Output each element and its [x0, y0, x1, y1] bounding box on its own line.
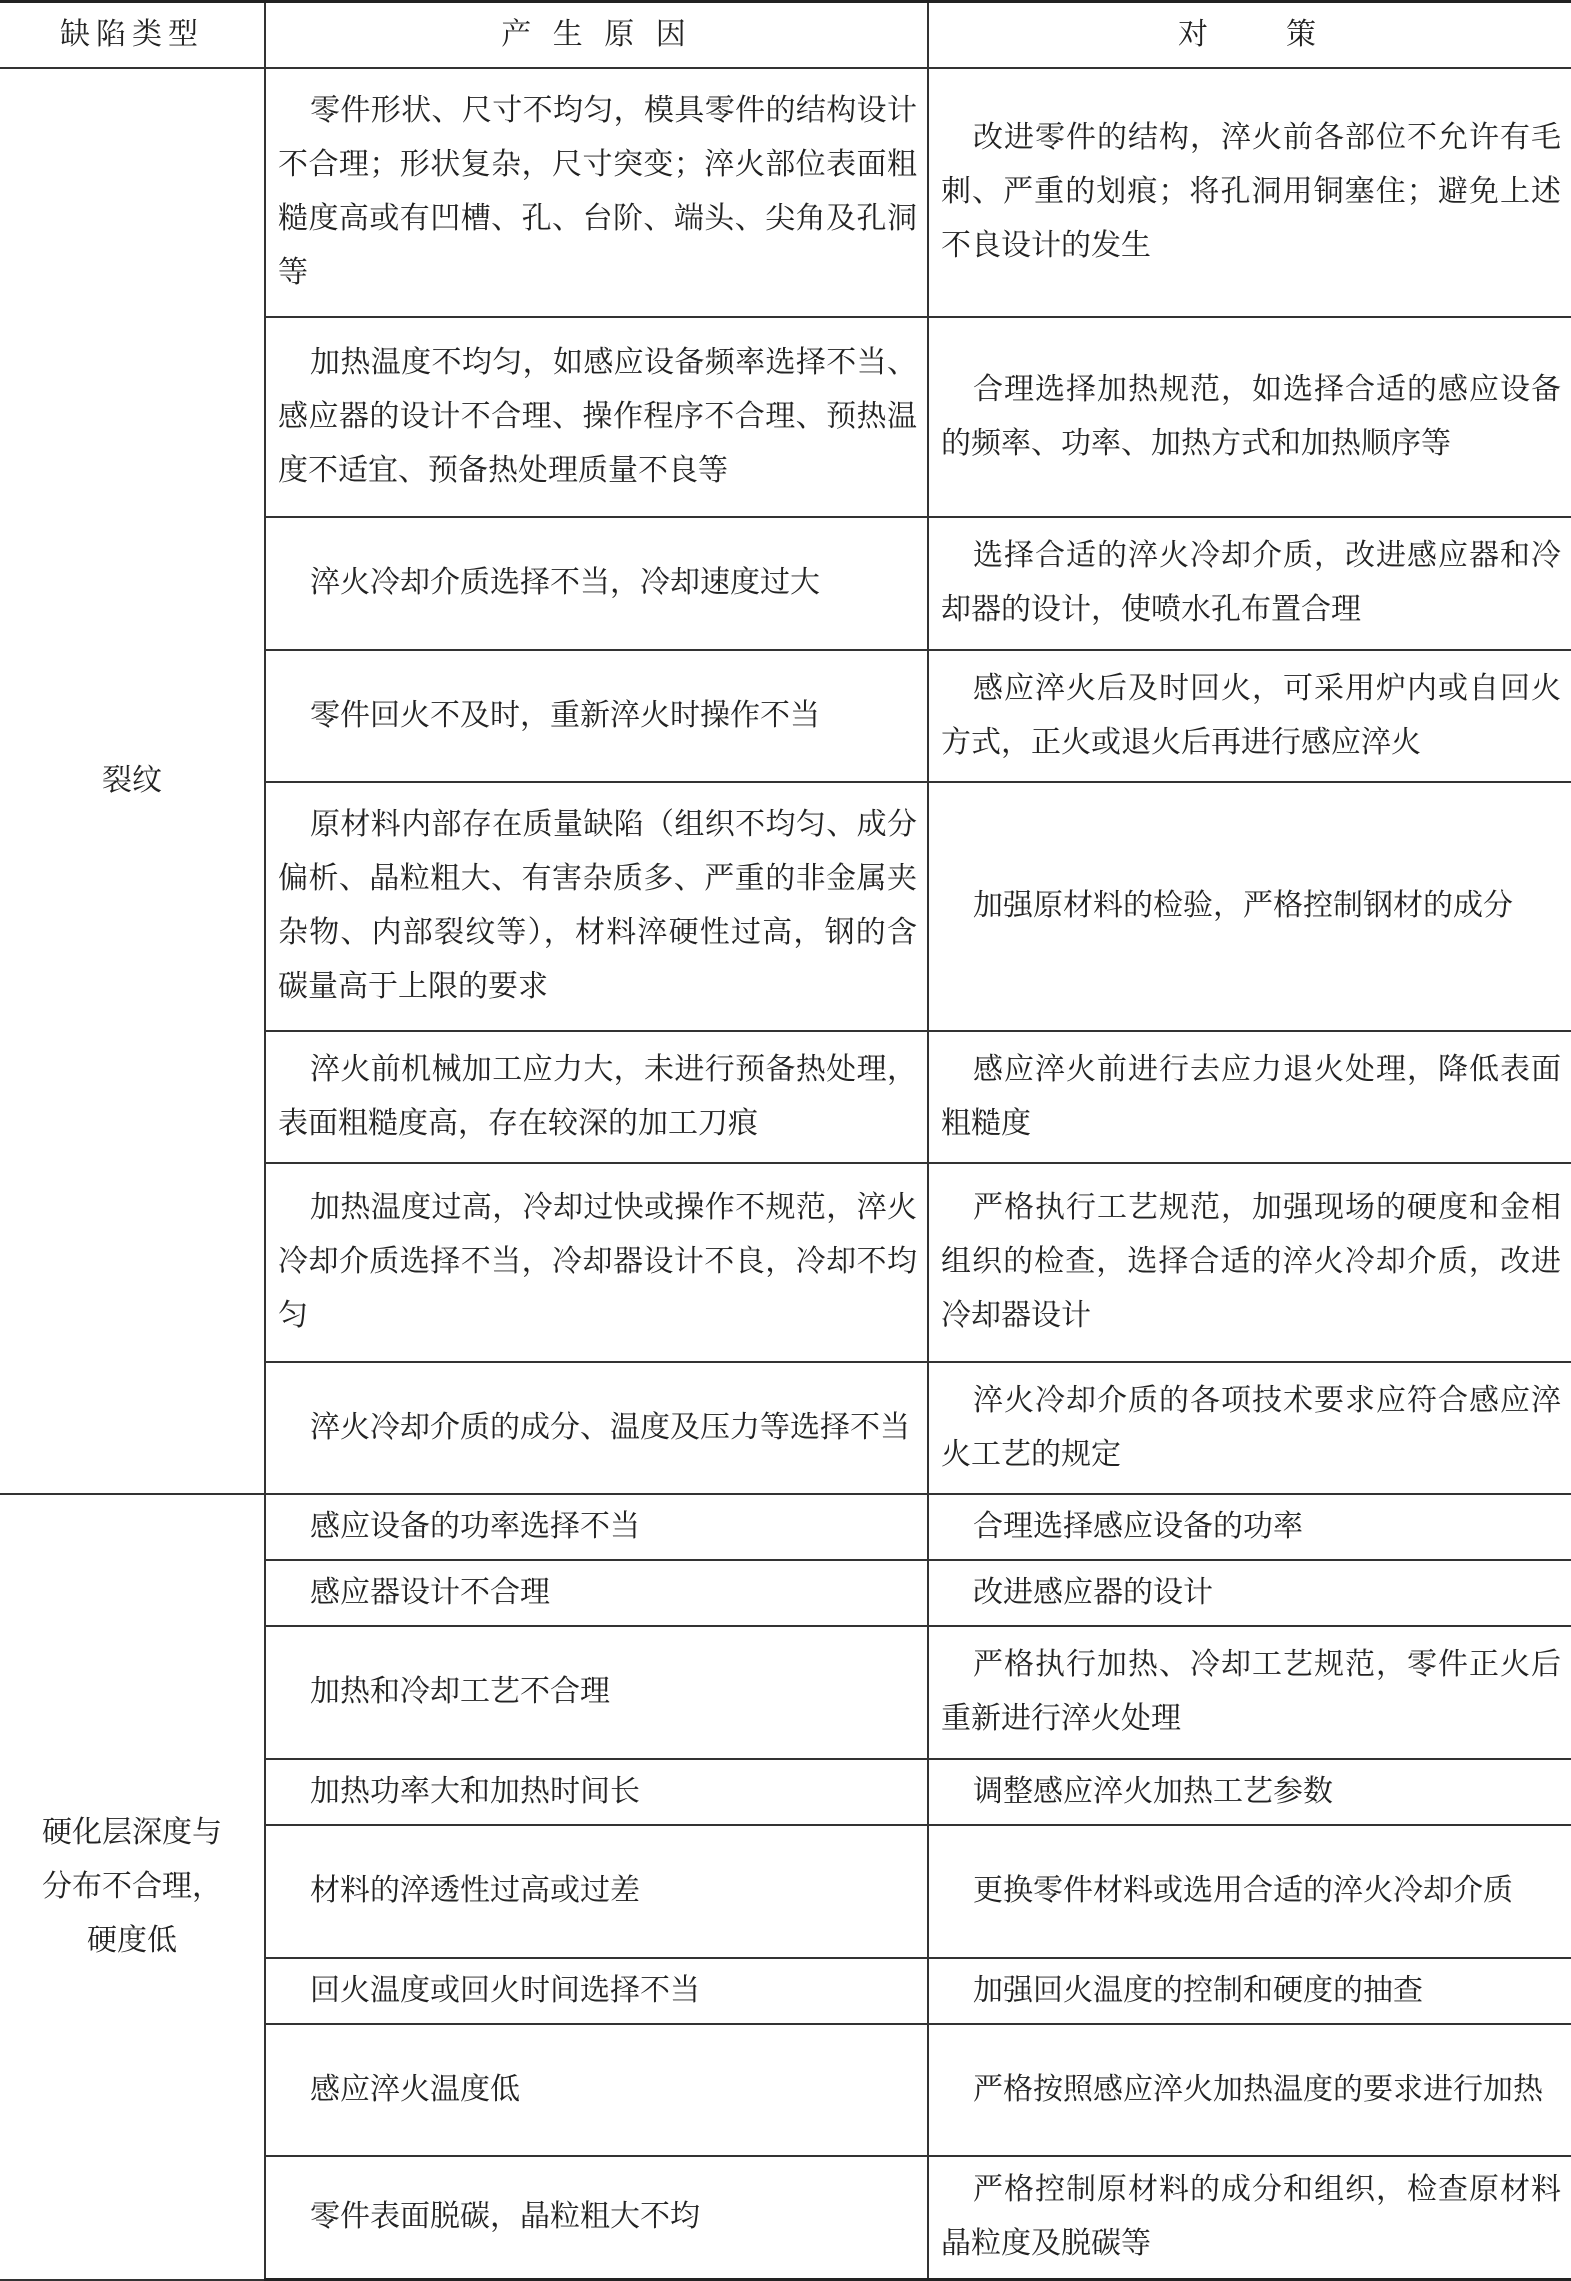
cause-cell: 淬火前机械加工应力大，未进行预备热处理，表面粗糙度高，存在较深的加工刀痕 [265, 1031, 928, 1163]
header-cause: 产 生 原 因 [265, 2, 928, 68]
measure-cell: 调整感应淬火加热工艺参数 [928, 1759, 1571, 1825]
cause-cell: 淬火冷却介质的成分、温度及压力等选择不当 [265, 1362, 928, 1494]
cause-cell: 加热功率大和加热时间长 [265, 1759, 928, 1825]
cause-cell: 感应淬火温度低 [265, 2024, 928, 2156]
measure-cell: 改进感应器的设计 [928, 1560, 1571, 1626]
cause-cell: 淬火冷却介质选择不当，冷却速度过大 [265, 517, 928, 650]
measure-cell: 选择合适的淬火冷却介质，改进感应器和冷却器的设计，使喷水孔布置合理 [928, 517, 1571, 650]
cause-cell: 加热温度不均匀，如感应设备频率选择不当、感应器的设计不合理、操作程序不合理、预热温度不适宜、预备热处理质量不良等 [265, 317, 928, 517]
defect-type-cell: 硬化层深度与分布不合理，硬度低 [0, 1494, 265, 2280]
measure-cell: 感应淬火后及时回火，可采用炉内或自回火方式，正火或退火后再进行感应淬火 [928, 650, 1571, 782]
cause-cell: 零件回火不及时，重新淬火时操作不当 [265, 650, 928, 782]
measure-cell: 严格按照感应淬火加热温度的要求进行加热 [928, 2024, 1571, 2156]
table-row [0, 68, 1571, 317]
table-row [0, 1494, 1571, 1560]
cause-cell: 回火温度或回火时间选择不当 [265, 1958, 928, 2024]
header-defect-type: 缺陷类型 [0, 2, 265, 68]
measure-cell: 严格执行加热、冷却工艺规范，零件正火后重新进行淬火处理 [928, 1626, 1571, 1759]
measure-cell: 更换零件材料或选用合适的淬火冷却介质 [928, 1825, 1571, 1958]
measure-cell: 严格执行工艺规范，加强现场的硬度和金相组织的检查，选择合适的淬火冷却介质，改进冷却器设计 [928, 1163, 1571, 1362]
cause-cell: 感应设备的功率选择不当 [265, 1494, 928, 1560]
measure-cell: 改进零件的结构，淬火前各部位不允许有毛刺、严重的划痕；将孔洞用铜塞住；避免上述不良设计的发生 [928, 68, 1571, 317]
cause-cell: 材料的淬透性过高或过差 [265, 1825, 928, 1958]
header-measure: 对 策 [928, 2, 1571, 68]
defect-type-cell: 裂纹 [0, 68, 265, 1494]
cause-cell: 感应器设计不合理 [265, 1560, 928, 1626]
header-row [0, 2, 1571, 68]
cause-cell: 零件表面脱碳，晶粒粗大不均 [265, 2156, 928, 2280]
cause-cell: 加热温度过高，冷却过快或操作不规范，淬火冷却介质选择不当，冷却器设计不良，冷却不均匀 [265, 1163, 928, 1362]
measure-cell: 严格控制原材料的成分和组织，检查原材料晶粒度及脱碳等 [928, 2156, 1571, 2280]
measure-cell: 感应淬火前进行去应力退火处理，降低表面粗糙度 [928, 1031, 1571, 1163]
cause-cell: 加热和冷却工艺不合理 [265, 1626, 928, 1759]
measure-cell: 加强原材料的检验，严格控制钢材的成分 [928, 782, 1571, 1031]
measure-cell: 加强回火温度的控制和硬度的抽查 [928, 1958, 1571, 2024]
measure-cell: 合理选择感应设备的功率 [928, 1494, 1571, 1560]
measure-cell: 淬火冷却介质的各项技术要求应符合感应淬火工艺的规定 [928, 1362, 1571, 1494]
cause-cell: 零件形状、尺寸不均匀，模具零件的结构设计不合理；形状复杂，尺寸突变；淬火部位表面粗糙度高或有凹槽、孔、台阶、端头、尖角及孔洞等 [265, 68, 928, 317]
measure-cell: 合理选择加热规范，如选择合适的感应设备的频率、功率、加热方式和加热顺序等 [928, 317, 1571, 517]
cause-cell: 原材料内部存在质量缺陷（组织不均匀、成分偏析、晶粒粗大、有害杂质多、严重的非金属夹杂物、内部裂纹等），材料淬硬性过高，钢的含碳量高于上限的要求 [265, 782, 928, 1031]
